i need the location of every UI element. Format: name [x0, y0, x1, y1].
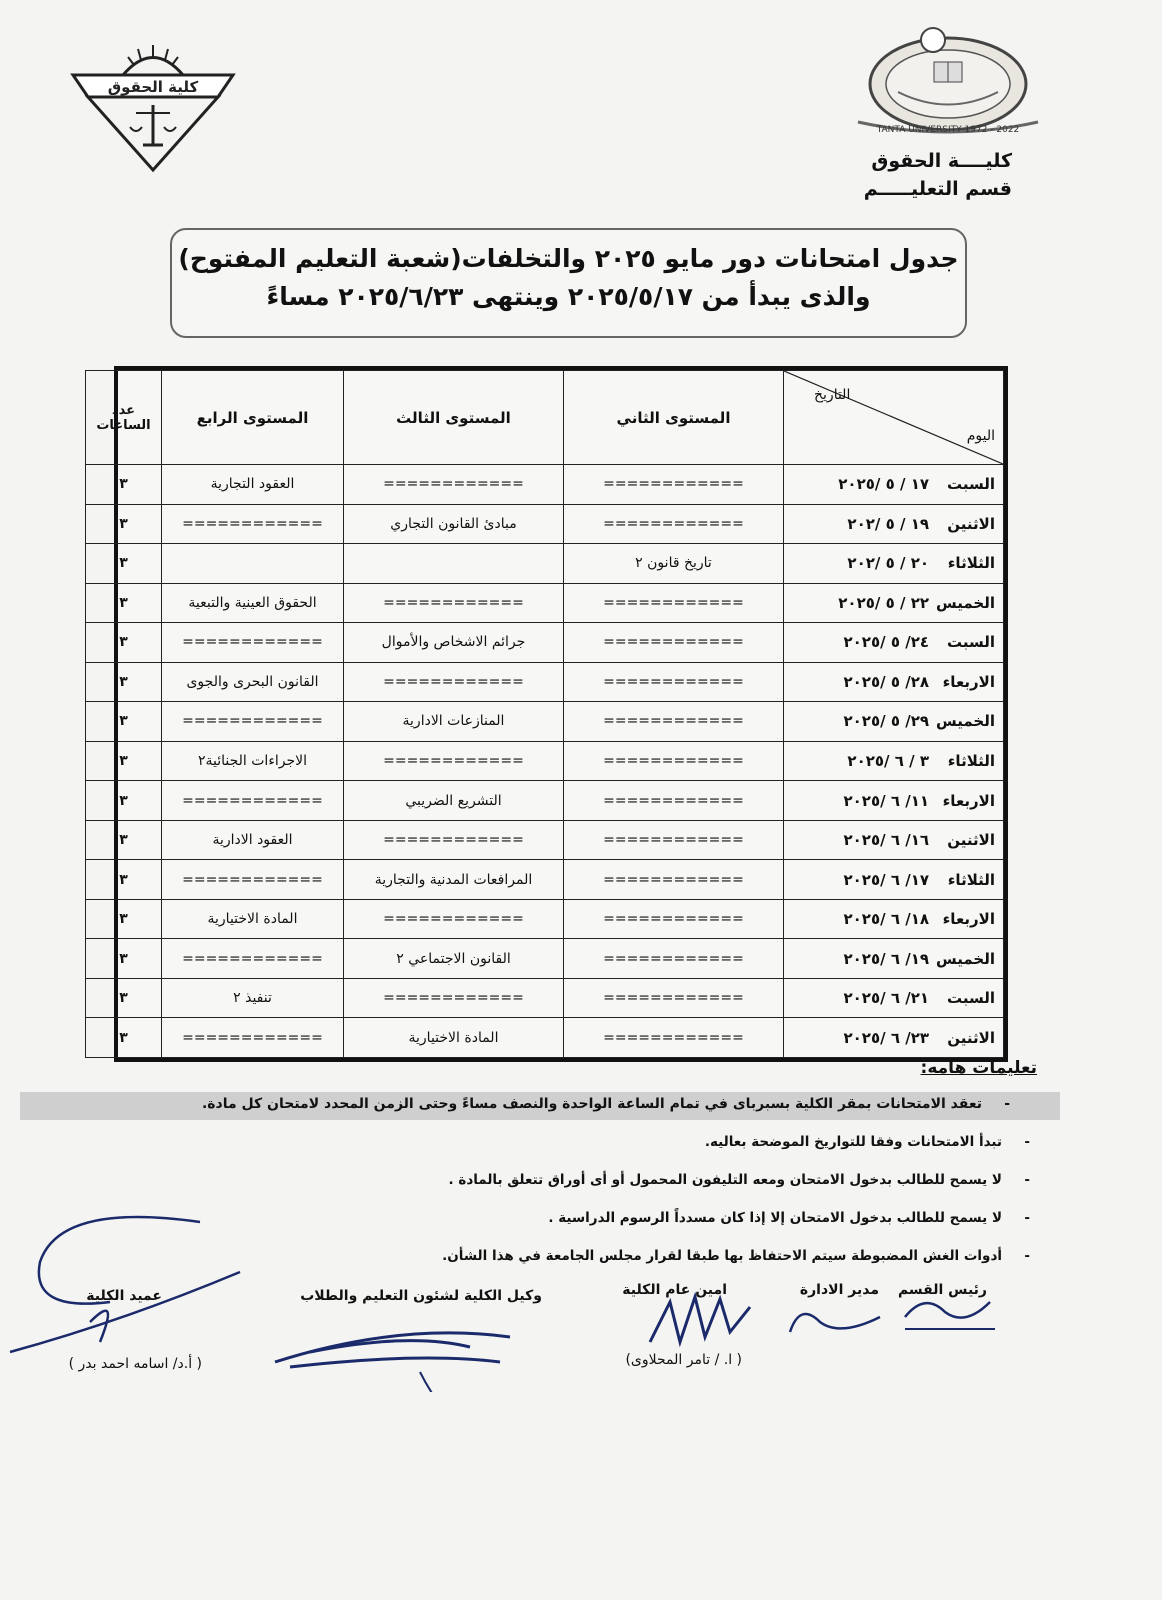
- header-level4: المستوى الرابع: [162, 371, 344, 465]
- cell-level2: ============: [564, 583, 784, 623]
- bullet-dash: -: [1024, 1248, 1030, 1264]
- faculty-logo: [68, 35, 238, 175]
- cell-level2: ============: [564, 781, 784, 821]
- secretary-title: امين عام الكلية: [622, 1282, 727, 1298]
- table-row: [86, 860, 1004, 900]
- cell-level2: تاريخ قانون ٢: [564, 544, 784, 584]
- cell-level4: ============: [162, 702, 344, 742]
- cell-day-date: [784, 504, 1004, 544]
- instruction-item: [442, 1248, 1030, 1264]
- head-signature: [895, 1287, 1005, 1337]
- cell-date: ٢١/ ٦ /٢٠٢٥: [843, 989, 929, 1008]
- table-row: [86, 702, 1004, 742]
- svg-text:كلية الحقوق: كلية الحقوق: [107, 78, 199, 96]
- cell-date: ٢٢ / ٥ /٢٠٢٥: [838, 593, 929, 612]
- cell-level3: ============: [344, 899, 564, 939]
- instruction-item: [201, 1096, 1010, 1112]
- cell-day: الخميس: [936, 712, 995, 731]
- cell-level2: ============: [564, 1018, 784, 1058]
- instruction-text: لا يسمح للطالب بدخول الامتحان ومعه التليفون المحمول أو أى أوراق تتعلق بالمادة .: [448, 1172, 1002, 1188]
- header-date: التاريخ: [814, 387, 851, 403]
- cell-level2: ============: [564, 623, 784, 663]
- cell-hours: ٣: [86, 899, 162, 939]
- cell-day: الخميس: [936, 949, 995, 968]
- vice-dean-signature: [270, 1302, 530, 1392]
- cell-day: الخميس: [936, 593, 995, 612]
- cell-date: ٢٤/ ٥ /٢٠٢٥: [843, 633, 929, 652]
- vice-dean-title: وكيل الكلية لشئون التعليم والطلاب: [300, 1288, 542, 1304]
- table-row: [86, 544, 1004, 584]
- cell-level2: ============: [564, 860, 784, 900]
- instructions-title: تعليمات هامه:: [920, 1058, 1037, 1078]
- university-logo: [848, 22, 1048, 142]
- faculty-name: كليــــة الحقوق: [871, 150, 1012, 172]
- cell-level3: ============: [344, 662, 564, 702]
- table-row: [86, 781, 1004, 821]
- cell-hours: ٣: [86, 741, 162, 781]
- bullet-dash: -: [1024, 1172, 1030, 1188]
- title-box: [170, 228, 967, 338]
- cell-level4: العقود التجارية: [162, 465, 344, 505]
- cell-day-date: [784, 820, 1004, 860]
- cell-hours: ٣: [86, 504, 162, 544]
- cell-hours: ٣: [86, 820, 162, 860]
- page-title: جدول امتحانات دور مايو ٢٠٢٥ والتخلفات(شعبة التعليم المفتوح): [178, 244, 959, 273]
- secretary-name: ( ا. / تامر المحلاوى): [625, 1352, 742, 1368]
- cell-level4: [162, 544, 344, 584]
- dean-name: ( أ.د/ اسامه احمد بدر ): [68, 1356, 202, 1372]
- cell-day: السبت: [946, 475, 995, 494]
- cell-day-date: [784, 741, 1004, 781]
- cell-level3: مبادئ القانون التجاري: [344, 504, 564, 544]
- cell-date: ٣ / ٦ /٢٠٢٥: [847, 751, 929, 770]
- cell-level4: ============: [162, 939, 344, 979]
- cell-date: ١٧/ ٦ /٢٠٢٥: [843, 870, 929, 889]
- cell-day-date: [784, 702, 1004, 742]
- admin-director-title: مدير الادارة: [799, 1282, 879, 1298]
- table-row: [86, 939, 1004, 979]
- exam-schedule-table: [96, 366, 1008, 1062]
- cell-level4: تنفيذ ٢: [162, 978, 344, 1018]
- cell-level4: المادة الاختيارية: [162, 899, 344, 939]
- instruction-item: [704, 1134, 1030, 1150]
- cell-day-date: [784, 899, 1004, 939]
- cell-hours: ٣: [86, 583, 162, 623]
- cell-hours: ٣: [86, 623, 162, 663]
- cell-level2: ============: [564, 978, 784, 1018]
- cell-level2: ============: [564, 504, 784, 544]
- cell-level4: الاجراءات الجنائية٢: [162, 741, 344, 781]
- cell-level4: ============: [162, 504, 344, 544]
- table-row: [86, 820, 1004, 860]
- cell-day: الثلاثاء: [947, 751, 995, 770]
- cell-day-date: [784, 623, 1004, 663]
- cell-day: السبت: [946, 633, 995, 652]
- cell-date: ١٧ / ٥ /٢٠٢٥: [838, 475, 929, 494]
- cell-level4: الحقوق العينية والتبعية: [162, 583, 344, 623]
- cell-level3: ============: [344, 978, 564, 1018]
- table-row: [86, 741, 1004, 781]
- header-level2: المستوى الثاني: [564, 371, 784, 465]
- secretary-signature: [640, 1287, 760, 1357]
- cell-date: ٢٩/ ٥ /٢٠٢٥: [843, 712, 929, 731]
- table-header-row: [86, 371, 1004, 465]
- table-row: [86, 978, 1004, 1018]
- cell-hours: ٣: [86, 978, 162, 1018]
- header-day-date: [784, 371, 1004, 465]
- cell-level2: ============: [564, 899, 784, 939]
- cell-day-date: [784, 781, 1004, 821]
- instruction-item: [448, 1172, 1030, 1188]
- cell-date: ١٩ / ٥ /٢٠٢: [847, 514, 929, 533]
- table-row: [86, 583, 1004, 623]
- cell-date: ١٩/ ٦ /٢٠٢٥: [843, 949, 929, 968]
- table-row: [86, 899, 1004, 939]
- cell-level3: المرافعات المدنية والتجارية: [344, 860, 564, 900]
- cell-hours: ٣: [86, 781, 162, 821]
- cell-date: ١١/ ٦ /٢٠٢٥: [843, 791, 929, 810]
- cell-hours: ٣: [86, 702, 162, 742]
- table-row: [86, 662, 1004, 702]
- instruction-text: أدوات الغش المضبوطة سيتم الاحتفاظ بها طبقا لقرار مجلس الجامعة في هذا الشأن.: [442, 1248, 1002, 1264]
- page-subtitle: والذى يبدأ من ٢٠٢٥/٥/١٧ وينتهى ٢٠٢٥/٦/٢٣ مساءً: [266, 282, 871, 311]
- cell-day: الثلاثاء: [947, 870, 995, 889]
- cell-level2: ============: [564, 741, 784, 781]
- instruction-text: تعقد الامتحانات بمقر الكلية بسبرباى في تمام الساعة الواحدة والنصف مساءً وحتى الزمن المحدد لامتحان كل مادة.: [201, 1096, 982, 1112]
- cell-level2: ============: [564, 939, 784, 979]
- cell-level4: ============: [162, 781, 344, 821]
- cell-hours: ٣: [86, 544, 162, 584]
- cell-level3: [344, 544, 564, 584]
- bullet-dash: -: [1024, 1134, 1030, 1150]
- cell-level3: المادة الاختيارية: [344, 1018, 564, 1058]
- cell-day-date: [784, 978, 1004, 1018]
- department-name: قسم التعليـــــم: [863, 178, 1012, 200]
- cell-hours: ٣: [86, 860, 162, 900]
- cell-day: الاربعاء: [942, 791, 995, 810]
- instruction-text: تبدأ الامتحانات وفقا للتواريخ الموضحة بعاليه.: [704, 1134, 1002, 1150]
- cell-date: ١٦/ ٦ /٢٠٢٥: [843, 831, 929, 850]
- cell-day-date: [784, 939, 1004, 979]
- cell-level3: ============: [344, 465, 564, 505]
- admin-signature: [780, 1292, 890, 1342]
- instruction-item: [548, 1210, 1030, 1226]
- header-day: اليوم: [966, 428, 995, 444]
- cell-date: ١٨/ ٦ /٢٠٢٥: [843, 910, 929, 929]
- cell-day-date: [784, 860, 1004, 900]
- table-row: [86, 1018, 1004, 1058]
- cell-level3: جرائم الاشخاص والأموال: [344, 623, 564, 663]
- cell-level2: ============: [564, 702, 784, 742]
- bullet-dash: -: [1024, 1210, 1030, 1226]
- cell-day: الثلاثاء: [947, 554, 995, 573]
- cell-level3: ============: [344, 741, 564, 781]
- header-level3: المستوى الثالث: [344, 371, 564, 465]
- cell-day-date: [784, 465, 1004, 505]
- cell-day-date: [784, 544, 1004, 584]
- cell-level3: ============: [344, 583, 564, 623]
- cell-level4: ============: [162, 1018, 344, 1058]
- cell-level3: التشريع الضريبي: [344, 781, 564, 821]
- cell-day: الاربعاء: [942, 910, 995, 929]
- cell-level3: المنازعات الادارية: [344, 702, 564, 742]
- cell-level4: ============: [162, 623, 344, 663]
- cell-level4: القانون البحرى والجوى: [162, 662, 344, 702]
- table-row: [86, 623, 1004, 663]
- cell-day-date: [784, 1018, 1004, 1058]
- cell-date: ٢٣/ ٦ /٢٠٢٥: [843, 1028, 929, 1047]
- cell-hours: ٣: [86, 662, 162, 702]
- cell-level4: العقود الادارية: [162, 820, 344, 860]
- cell-date: ٢٠ / ٥ /٢٠٢: [847, 554, 929, 573]
- cell-level2: ============: [564, 465, 784, 505]
- table-row: [86, 504, 1004, 544]
- department-head-title: رئيس القسم: [897, 1282, 987, 1298]
- dean-title: عميد الكلية: [86, 1288, 162, 1304]
- svg-text:TANTA UNIVERSITY 1972 - 2022: TANTA UNIVERSITY 1972 - 2022: [876, 125, 1020, 135]
- cell-level3: ============: [344, 820, 564, 860]
- cell-level2: ============: [564, 662, 784, 702]
- cell-day-date: [784, 583, 1004, 623]
- cell-day: السبت: [946, 989, 995, 1008]
- table-row: [86, 465, 1004, 505]
- cell-day: الاثنين: [947, 514, 995, 533]
- header-hours: عدد الساعات: [86, 371, 162, 465]
- cell-level3: القانون الاجتماعي ٢: [344, 939, 564, 979]
- instruction-text: لا يسمح للطالب بدخول الامتحان إلا إذا كان مسدداً الرسوم الدراسية .: [548, 1210, 1002, 1226]
- bullet-dash: -: [1004, 1096, 1010, 1112]
- cell-day: الاربعاء: [942, 672, 995, 691]
- cell-day-date: [784, 662, 1004, 702]
- cell-level2: ============: [564, 820, 784, 860]
- cell-hours: ٣: [86, 465, 162, 505]
- cell-hours: ٣: [86, 939, 162, 979]
- cell-day: الاثنين: [947, 1028, 995, 1047]
- cell-level4: ============: [162, 860, 344, 900]
- cell-date: ٢٨/ ٥ /٢٠٢٥: [843, 672, 929, 691]
- cell-day: الاثنين: [947, 831, 995, 850]
- dean-signature: [0, 1202, 260, 1362]
- cell-hours: ٣: [86, 1018, 162, 1058]
